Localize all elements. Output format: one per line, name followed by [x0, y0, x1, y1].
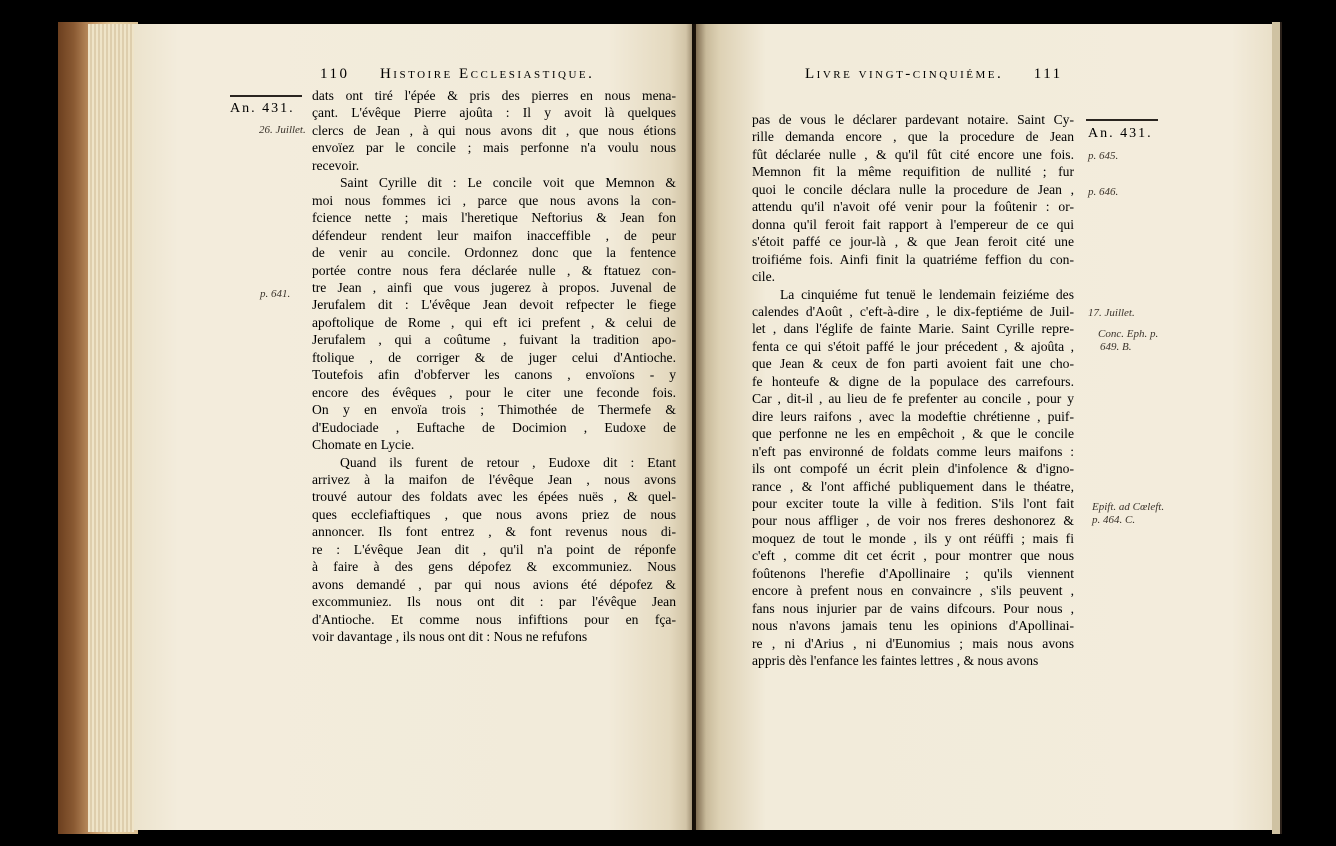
text-line: nous n'avons jamais tenu les opinions d'Apollinai-: [752, 618, 1074, 634]
text-line: troifiéme fois. Ainfi finit la quatriéme feffion du con-: [752, 251, 1074, 267]
text-line: rance , & l'ont affiché publiquement dans le théatre,: [752, 478, 1074, 494]
text-line: dire leurs raifons , avec la modeftie chrétienne , puif-: [752, 408, 1074, 424]
text-line: fcience nette ; mais l'heretique Neftorius & Jean fon: [312, 210, 676, 226]
left-header: [320, 66, 594, 83]
text-line: n'eft pas environné de foldats comme leurs maifons :: [752, 443, 1074, 459]
text-line: pour nous affliger , de voir nos freres deshonorez &: [752, 513, 1074, 529]
right-margin-conc-2: 649. B.: [1100, 341, 1132, 353]
right-margin-epist-1: Epift. ad Cœleft.: [1092, 501, 1165, 513]
text-line: ils ont compofé un écrit plein d'infolence & d'igno-: [752, 461, 1074, 477]
text-line: moi nous fommes ici , parce que nous avons la con-: [312, 192, 676, 208]
text-line: Chomate en Lycie.: [312, 437, 415, 453]
text-line: Quand ils furent de retour , Eudoxe dit : Etant: [340, 454, 676, 470]
text-line: fe honteufe & digne de la populace des carrefours.: [752, 373, 1074, 389]
left-margin-date: 26. Juillet.: [259, 124, 306, 136]
right-page-edge: [1272, 22, 1282, 834]
text-line: Saint Cyrille dit : Le concile voit que Memnon &: [340, 175, 676, 191]
text-line: voir davantage , ils nous ont dit : Nous ne refufons: [312, 629, 588, 645]
text-line: excommuniez. Ils nous ont dit : par l'évêque Jean: [312, 594, 676, 610]
text-line: quoi le concile déclara nulle la procedure de Jean ,: [752, 181, 1074, 197]
left-body-text: [312, 87, 676, 646]
text-line: On y en envoïa trois ; Thimothée de Thermefe &: [312, 402, 676, 418]
text-line: que Jean & ceux de fon parti avoient fait une cho-: [752, 356, 1074, 372]
text-line: encore des évêques , pour le citer une feconde fois.: [312, 384, 676, 400]
right-margin-ref-2: p. 646.: [1088, 186, 1119, 198]
text-line: foûtenons l'herefie d'Apollinaire ; qu'ils viennent: [752, 565, 1074, 581]
text-line: rille demanda encore , que la procedure de Jean: [752, 129, 1074, 145]
left-page-number: 110: [320, 66, 350, 82]
text-line: Toutefois afin d'obferver les canons , envoïons - y: [312, 367, 676, 383]
text-line: re : L'évêque Jean dit , qu'il n'a point de réponfe: [312, 541, 676, 557]
text-line: re , ni d'Arius , ni d'Eunomius ; mais nous avons: [752, 635, 1074, 651]
text-line: arrivez à la maifon de l'évêque Jean , nous avons: [312, 471, 676, 487]
text-line: Jerufalem , qui a coûtume , fuivant la tradition apo-: [312, 332, 676, 348]
text-line: de venir au concile. Ordonnez donc que la fentence: [312, 245, 676, 261]
text-line: envoïez par le concile ; mais perfonne n'a voulu nous: [312, 140, 676, 156]
text-line: avons demandé , par qui nous avions été dépofez &: [312, 576, 676, 592]
text-line: que perfonne ne les en empêchoit , & que le concile: [752, 426, 1074, 442]
text-line: appris dès l'enfance les faintes lettres , & nous avons: [752, 653, 1039, 669]
right-page-number: 111: [1033, 66, 1063, 82]
text-line: calendes d'Août , c'eft-à-dire , le dix-feptiéme de Juil-: [752, 303, 1074, 319]
right-margin-rule: [1086, 119, 1158, 121]
text-line: clercs de Jean , à qui nous avons dit , que nous étions: [312, 122, 676, 138]
page-edges: [88, 24, 134, 832]
text-line: cile.: [752, 269, 776, 285]
text-line: La cinquiéme fut tenuë le lendemain feiziéme des: [780, 286, 1074, 302]
text-line: s'étoit paffé ce jour-là , & que Jean feroit cité une: [752, 234, 1074, 250]
text-line: fût déclarée nulle , & qu'il fût cité encore une fois.: [752, 146, 1074, 162]
text-line: attendu qu'il n'avoit ofé venir pour la foûtenir : or-: [752, 199, 1074, 215]
text-line: dats ont tiré l'épée & pris des pierres en nous mena-: [312, 88, 676, 103]
text-line: annoncer. Ils font entrez , & font revenus nous di-: [312, 524, 676, 540]
text-line: d'Eudociade , Euftache de Docimion , Eudoxe de: [312, 419, 676, 435]
text-line: fans nous injurier par de vains difcours. Pour nous ,: [752, 600, 1074, 616]
text-line: recevoir.: [312, 157, 360, 173]
text-line: d'Antioche. Et comme nous infiftions pour en fça-: [312, 611, 676, 627]
left-margin-ref: p. 641.: [260, 288, 291, 300]
text-line: apoftolique de Rome , qui eft ici prefent , & celui de: [312, 314, 676, 330]
right-year-label: An. 431.: [1088, 126, 1153, 141]
text-line: fenta ce qui s'étoit paffé le jour précedent , & ajoûta ,: [752, 338, 1074, 354]
left-margin-rule: [230, 95, 302, 97]
right-header: [805, 66, 1063, 83]
text-line: c'eft , comme dit cet écrit , pour montrer que nous: [752, 548, 1074, 564]
text-line: défendeur rendent leur maifon inacceffible , de peur: [312, 227, 676, 243]
text-line: ftolique , de corriger & de juger celui d'Antioche.: [312, 349, 676, 365]
right-margin-epist-2: p. 464. C.: [1092, 514, 1136, 526]
right-margin-conc-1: Conc. Eph. p.: [1098, 328, 1159, 340]
left-running-head: Histoire Ecclesiastique.: [379, 66, 595, 82]
right-margin-ref-1: p. 645.: [1088, 150, 1119, 162]
right-margin-date: 17. Juillet.: [1088, 307, 1135, 319]
right-body-text: [752, 111, 1074, 670]
text-line: Jerufalem dit : L'évêque Jean devoit refpecter le fiege: [312, 297, 676, 313]
text-line: çant. L'évêque Pierre ajoûta : Il y avoit là quelques: [312, 105, 676, 121]
text-line: trouvé autour des foldats avec les épées nuës , & quel-: [312, 489, 676, 505]
text-line: à faire à des gens dépofez & excommuniez. Nous: [312, 559, 676, 575]
text-line: pour exciter toute la ville à fedition. S'ils l'ont fait: [752, 495, 1074, 511]
text-line: Car , dit-il , au lieu de fe prefenter au concile , pour y: [752, 391, 1074, 407]
text-line: let , dans l'églife de fainte Marie. Saint Cyrille repre-: [752, 321, 1074, 337]
left-year-label: An. 431.: [230, 101, 295, 116]
text-line: Memnon fit la même requifition de nullité ; fur: [752, 164, 1074, 180]
text-line: pas de vous le déclarer pardevant notaire. Saint Cy-: [752, 112, 1074, 127]
text-line: moquez de tout le monde , ils y ont réüffi ; mais fi: [752, 530, 1074, 546]
book-gutter: [686, 24, 706, 830]
text-line: donna qu'il feroit fait rapport à l'empereur de ce qui: [752, 216, 1074, 232]
text-line: portée contre nous fera déclarée nulle , & ftatuez con-: [312, 262, 676, 278]
right-running-head: Livre vingt-cinquiéme.: [805, 66, 1004, 82]
text-line: ques ecclefiaftiques , que nous avons priez de nous: [312, 506, 676, 522]
text-line: tre Jean , ainfi que vous jugerez à propos. Juvenal de: [312, 279, 676, 295]
text-line: encore à prefent nous en convaincre , s'ils peuvent ,: [752, 583, 1074, 599]
